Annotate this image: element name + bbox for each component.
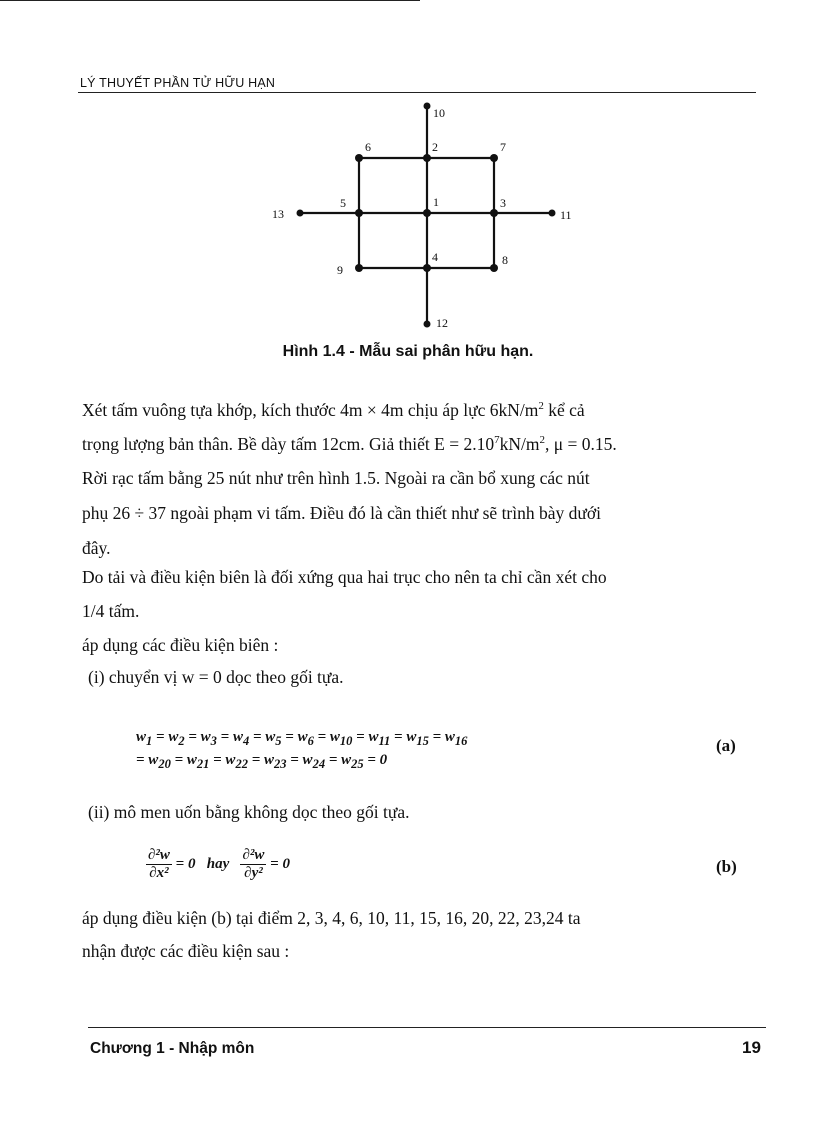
node-label-8: 8 bbox=[502, 253, 508, 267]
body-line-5: đây. bbox=[82, 538, 111, 558]
footer-rule bbox=[88, 1027, 766, 1028]
body-line-3: Rời rạc tấm bằng 25 nút như trên hình 1.5. Ngoài ra cần bổ xung các nút bbox=[82, 468, 590, 488]
equation-a-line-1: $w_1 = w_2 = w_3 = w_4 = w_5 = w_6 = w_{10} = w_{11} = w_{15} = w_{16}$ bbox=[136, 729, 468, 748]
node-label-10: 10 bbox=[433, 106, 445, 120]
node-4-dot bbox=[423, 264, 431, 272]
fraction-d2w-dx2: $\frac{\text{∂²w}}{\text{∂x²}}$ bbox=[148, 847, 170, 881]
node-label-2: 2 bbox=[432, 140, 438, 154]
node-8-dot bbox=[490, 264, 498, 272]
body-line-8: áp dụng các điều kiện biên : bbox=[82, 635, 279, 655]
node-3-dot bbox=[490, 209, 498, 217]
node-6-dot bbox=[355, 154, 363, 162]
chapter-footer: Chương 1 - Nhập môn bbox=[90, 1040, 255, 1057]
node-9-dot bbox=[355, 264, 363, 272]
equation-b-label: (b) bbox=[716, 857, 737, 876]
node-label-4: 4 bbox=[432, 250, 438, 264]
equation-a-label: (a) bbox=[716, 736, 736, 755]
node-1-dot bbox=[423, 209, 431, 217]
node-label-11: 11 bbox=[560, 208, 572, 222]
node-label-3: 3 bbox=[500, 196, 506, 210]
body-line-1: Xét tấm vuông tựa khớp, kích thước 4m × 4m chịu áp lực $6kN/m^2$ kể cả bbox=[82, 400, 585, 420]
body-line-11: áp dụng điều kiện (b) tại điểm 2, 3, 4, 6, 10, 11, 15, 16, 20, 22, 23,24 ta bbox=[82, 908, 581, 928]
figure-caption: Hình 1.4 - Mẫu sai phân hữu hạn. bbox=[282, 343, 534, 360]
body-line-9: (i) chuyển vị w = 0 dọc theo gối tựa. bbox=[88, 667, 344, 687]
body-line-12: nhận được các điều kiện sau : bbox=[82, 941, 290, 961]
node-12-dot bbox=[424, 321, 431, 328]
body-line-7: 1/4 tấm. bbox=[82, 601, 140, 621]
node-label-1: 1 bbox=[433, 195, 439, 209]
node-label-12: 12 bbox=[436, 316, 448, 330]
node-13-dot bbox=[297, 210, 304, 217]
finite-difference-stencil-figure bbox=[0, 96, 816, 336]
node-5-dot bbox=[355, 209, 363, 217]
header-rule bbox=[78, 92, 756, 93]
node-7-dot bbox=[490, 154, 498, 162]
top-edge-rule bbox=[0, 0, 420, 1]
node-11-dot bbox=[549, 210, 556, 217]
body-line-4: phụ 26 ÷ 37 ngoài phạm vi tấm. Điều đó là cần thiết như sẽ trình bày dưới bbox=[82, 503, 601, 523]
node-label-13: 13 bbox=[272, 207, 284, 221]
node-10-dot bbox=[424, 103, 431, 110]
fraction-d2w-dy2: $\frac{\text{∂²w}}{\text{∂y²}}$ bbox=[242, 847, 265, 881]
page-number: 19 bbox=[742, 1038, 761, 1057]
node-label-7: 7 bbox=[500, 140, 506, 154]
body-line-2: trọng lượng bản thân. Bề dày tấm 12cm. Giả thiết $E = 2.10^7kN/m^2$, μ = 0.15. bbox=[82, 434, 617, 454]
running-header: LÝ THUYẾT PHẦN TỬ HỮU HẠN bbox=[80, 76, 276, 90]
node-label-6: 6 bbox=[365, 140, 371, 154]
body-line-6: Do tải và điều kiện biên là đối xứng qua hai trục cho nên ta chỉ cần xét cho bbox=[82, 567, 607, 587]
equation-b: $\frac{\text{∂²w}}{\text{∂x²}}$ = 0 hay $\frac{\text{∂²w}}{\text{∂y²}}$ = 0 bbox=[148, 847, 290, 881]
node-2-dot bbox=[423, 154, 431, 162]
node-label-5: 5 bbox=[340, 196, 346, 210]
body-line-10: (ii) mô men uốn bằng không dọc theo gối tựa. bbox=[88, 802, 410, 822]
equation-a-line-2: = $w_{20} = w_{21} = w_{22} = w_{23} = w_{24} = w_{25} = 0$ bbox=[136, 752, 388, 771]
node-label-9: 9 bbox=[337, 263, 343, 277]
